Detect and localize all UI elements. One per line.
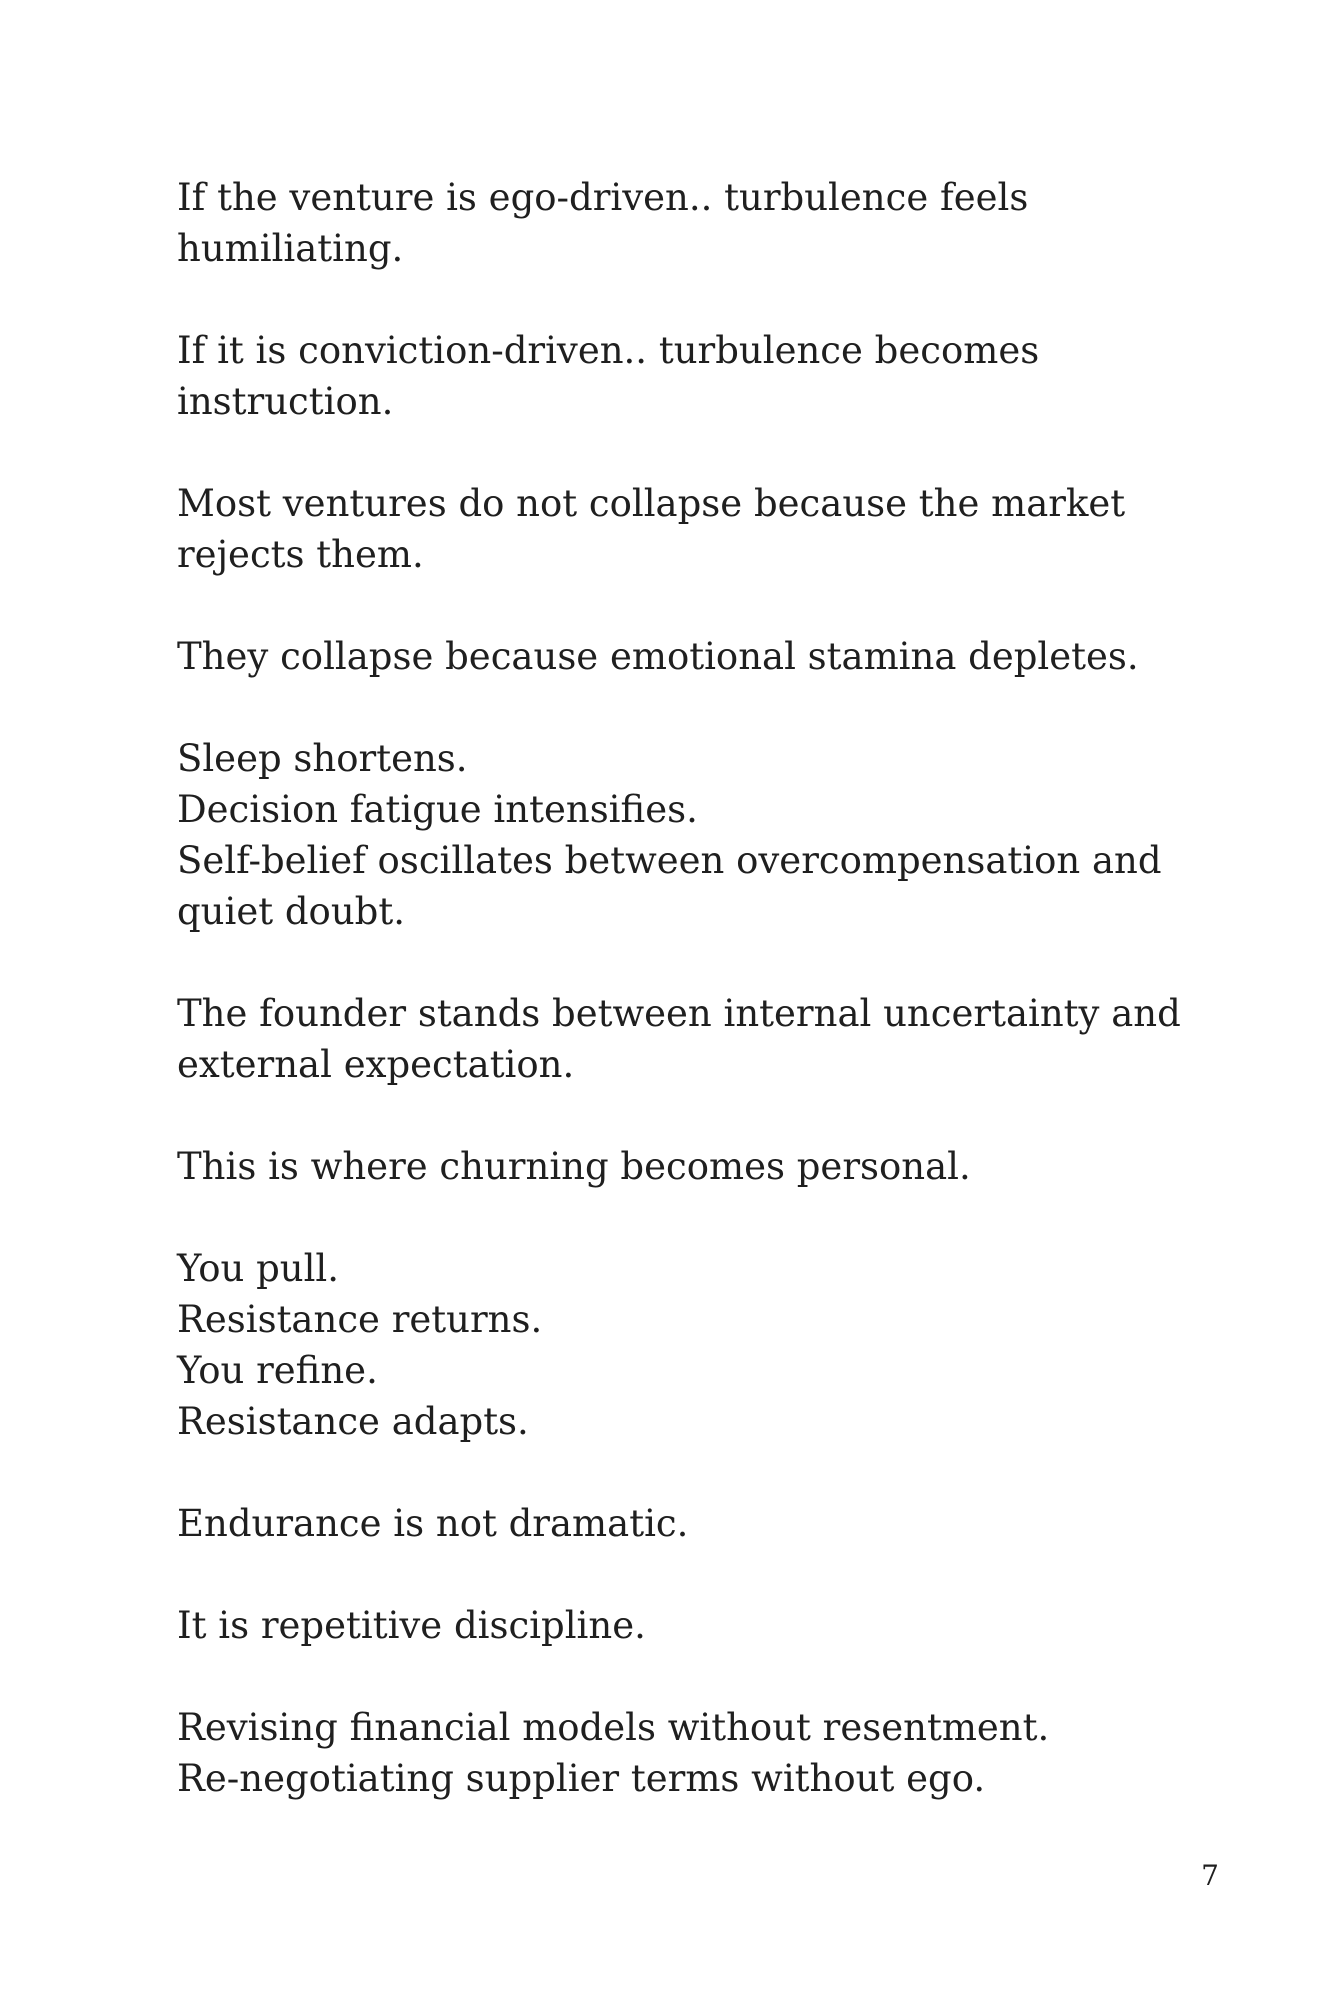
paragraph: [177, 988, 1181, 1090]
text-line: quiet doubt.: [177, 890, 405, 933]
paragraph: [177, 733, 1177, 937]
text-line: The founder stands between internal uncertainty and: [177, 992, 1181, 1035]
paragraph: [177, 1600, 1177, 1651]
paragraph: [177, 172, 1177, 274]
body-text: [177, 172, 1181, 1855]
text-line: If it is conviction-driven.. turbulence becomes: [177, 329, 1040, 372]
paragraph: [177, 1498, 1177, 1549]
text-line: You pull.: [177, 1247, 340, 1290]
text-line: It is repetitive discipline.: [177, 1604, 646, 1647]
text-line: If the venture is ego-driven.. turbulence feels: [177, 176, 1029, 219]
paragraph: [177, 325, 1177, 427]
text-line: humiliating.: [177, 227, 404, 270]
text-line: This is where churning becomes personal.: [177, 1145, 971, 1188]
paragraph: [177, 478, 1177, 580]
text-line: Endurance is not dramatic.: [177, 1502, 689, 1545]
text-line: instruction.: [177, 380, 394, 423]
page-number: 7: [1201, 1859, 1219, 1892]
paragraph: [177, 1141, 1177, 1192]
text-line: Self-belief oscillates between overcompensation and: [177, 839, 1162, 882]
paragraph: [177, 1702, 1177, 1804]
paragraph: [177, 631, 1177, 682]
text-line: Resistance returns.: [177, 1298, 543, 1341]
text-line: Sleep shortens.: [177, 737, 468, 780]
text-line: They collapse because emotional stamina depletes.: [177, 635, 1139, 678]
text-line: Most ventures do not collapse because the market: [177, 482, 1126, 525]
text-line: Decision fatigue intensifies.: [177, 788, 698, 831]
text-line: external expectation.: [177, 1043, 575, 1086]
text-line: Resistance adapts.: [177, 1400, 529, 1443]
text-line: You refine.: [177, 1349, 378, 1392]
paragraph: [177, 1243, 1177, 1447]
text-line: Re-negotiating supplier terms without ego.: [177, 1757, 986, 1800]
text-line: rejects them.: [177, 533, 424, 576]
text-line: Revising financial models without resentment.: [177, 1706, 1050, 1749]
